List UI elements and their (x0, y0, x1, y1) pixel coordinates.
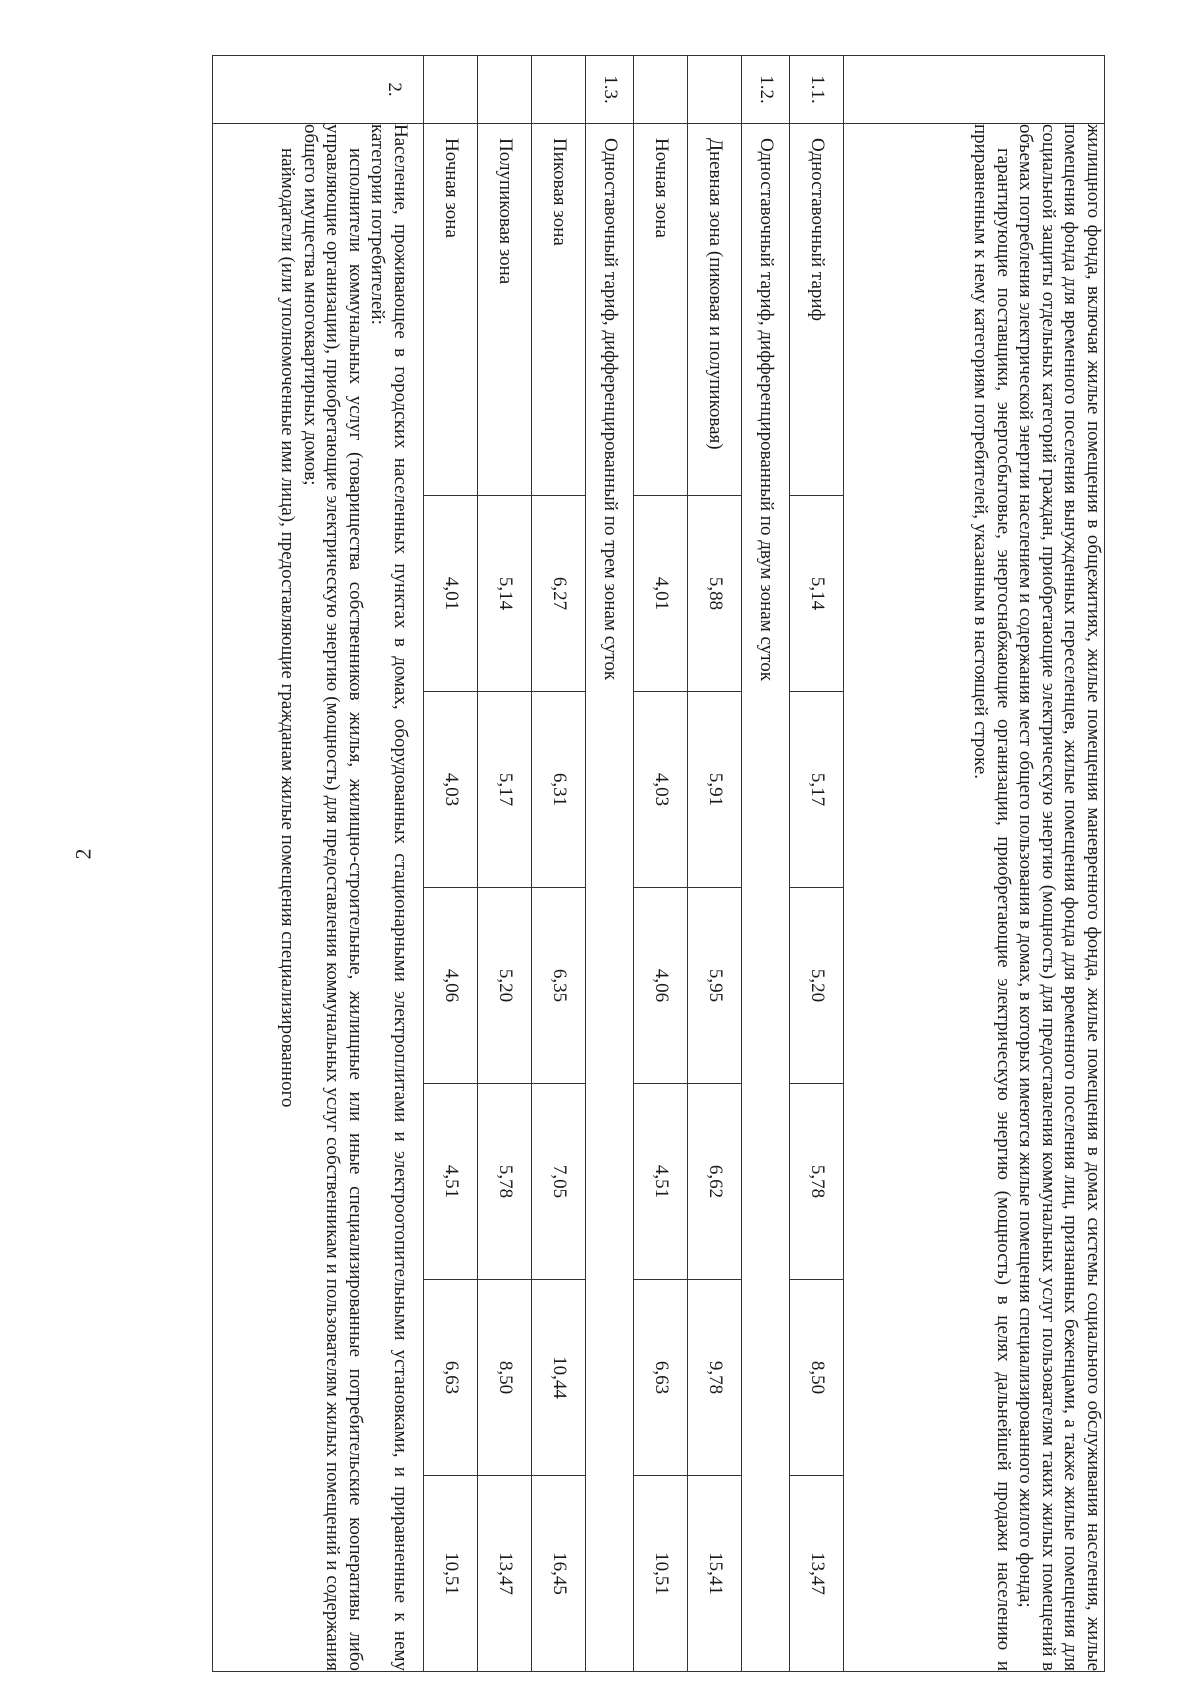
tariff-name: Одноставочный тариф (790, 124, 844, 496)
tariff-name: Ночная зона (634, 124, 688, 496)
tariff-value: 6,35 (532, 888, 586, 1084)
tariff-name: Полупиковая зона (478, 124, 532, 496)
tariff-value: 4,06 (634, 888, 688, 1084)
tariff-name: Ночная зона (424, 124, 478, 496)
tariff-value: 13,47 (790, 1476, 844, 1672)
section-title: Одноставочный тариф, дифференцированный по трем зонам суток (586, 124, 634, 1672)
row-number (634, 56, 688, 124)
tariff-value: 4,01 (424, 496, 478, 692)
tariff-value: 9,78 (688, 1280, 742, 1476)
category-description (844, 124, 1105, 1672)
tariff-table (212, 55, 1105, 1672)
table-row (532, 56, 586, 1672)
tariff-value: 5,14 (790, 496, 844, 692)
table-row (742, 56, 790, 1672)
rotated-table-area (145, 55, 1105, 1672)
tariff-value: 15,41 (688, 1476, 742, 1672)
tariff-value: 5,78 (478, 1084, 532, 1280)
tariff-value: 5,20 (790, 888, 844, 1084)
tariff-name: Дневная зона (пиковая и полупиковая) (688, 124, 742, 496)
tariff-value: 4,03 (424, 692, 478, 888)
tariff-value: 5,20 (478, 888, 532, 1084)
tariff-value: 4,51 (634, 1084, 688, 1280)
row-number (478, 56, 532, 124)
tariff-value: 5,78 (790, 1084, 844, 1280)
tariff-value: 5,14 (478, 496, 532, 692)
table-row (213, 56, 424, 1672)
tariff-value: 16,45 (532, 1476, 586, 1672)
page-number: 2 (70, 848, 96, 860)
section-title: Одноставочный тариф, дифференцированный по двум зонам суток (742, 124, 790, 1672)
tariff-value: 6,63 (634, 1280, 688, 1476)
row-number (424, 56, 478, 124)
tariff-value: 5,95 (688, 888, 742, 1084)
tariff-value: 8,50 (790, 1280, 844, 1476)
tariff-value: 4,51 (424, 1084, 478, 1280)
tariff-value: 5,17 (478, 692, 532, 888)
row-number: 1.3. (586, 56, 634, 124)
tariff-value: 6,63 (424, 1280, 478, 1476)
tariff-value: 6,31 (532, 692, 586, 888)
row-number: 1.2. (742, 56, 790, 124)
paragraph: исполнители коммунальных услуг (товарищества собственников жилья, жилищно-строительные, жилищные или иные специализированные потребительские кооперативы либо управляющие организации), приобретающие электрическую энергию (мощность) для предоставления коммунальных услуг собственникам и пользователям жилых помещений и содержания общего имущества многоквартирных домов; (300, 124, 366, 1672)
tariff-value: 7,05 (532, 1084, 586, 1280)
tariff-name: Пиковая зона (532, 124, 586, 496)
table-row (688, 56, 742, 1672)
paragraph: жилищного фонда, включая жилые помещения в общежитиях, жилые помещения маневренного фонда, жилые помещения в домах системы социального обслуживания населения, жилые помещения фонда для временного поселения вынужденных переселенцев, жилые помещения фонда для временного поселения лиц, признанных беженцами, а также жилые помещения для социальной защиты отдельных категорий граждан, приобретающие электрическую энергию (мощность) для предоставления коммунальных услуг пользователям таких жилых помещений в объемах потребления электрической энергии населением и содержания мест общего пользования в домах, в которых имеются жилые помещения специализированного жилого фонда; (1015, 124, 1104, 1672)
paragraph: гарантирующие поставщики, энергосбытовые, энергоснабжающие организации, приобретающие электрическую энергию (мощность) в целях дальнейшей продажи населению и приравненным к нему категориям потребителей, указанным в настоящей строке. (970, 124, 1014, 1672)
table-row (790, 56, 844, 1672)
category-description (213, 124, 424, 1672)
row-number (532, 56, 586, 124)
tariff-value: 8,50 (478, 1280, 532, 1476)
tariff-value: 4,01 (634, 496, 688, 692)
tariff-value: 10,51 (424, 1476, 478, 1672)
paragraph: наймодатели (или уполномоченные ими лица), предоставляющие гражданам жилые помещения специализированного (277, 148, 299, 1108)
tariff-value: 5,88 (688, 496, 742, 692)
row-number: 1.1. (790, 56, 844, 124)
tariff-value: 6,27 (532, 496, 586, 692)
tariff-value: 13,47 (478, 1476, 532, 1672)
tariff-value: 10,44 (532, 1280, 586, 1476)
paragraph: Население, проживающее в городских населенных пунктах в домах, оборудованных стационарными электроплитами и электроотопительными установками, и приравненные к нему категории потребителей: (367, 124, 411, 1672)
row-number (688, 56, 742, 124)
table-row (634, 56, 688, 1672)
tariff-value: 4,06 (424, 888, 478, 1084)
table-row (424, 56, 478, 1672)
row-number-cell (844, 56, 1105, 124)
row-number: 2. (213, 56, 424, 124)
table-row (586, 56, 634, 1672)
tariff-value: 4,03 (634, 692, 688, 888)
tariff-value: 6,62 (688, 1084, 742, 1280)
table-row (844, 56, 1105, 1672)
tariff-value: 5,17 (790, 692, 844, 888)
tariff-value: 5,91 (688, 692, 742, 888)
tariff-value: 10,51 (634, 1476, 688, 1672)
table-row (478, 56, 532, 1672)
